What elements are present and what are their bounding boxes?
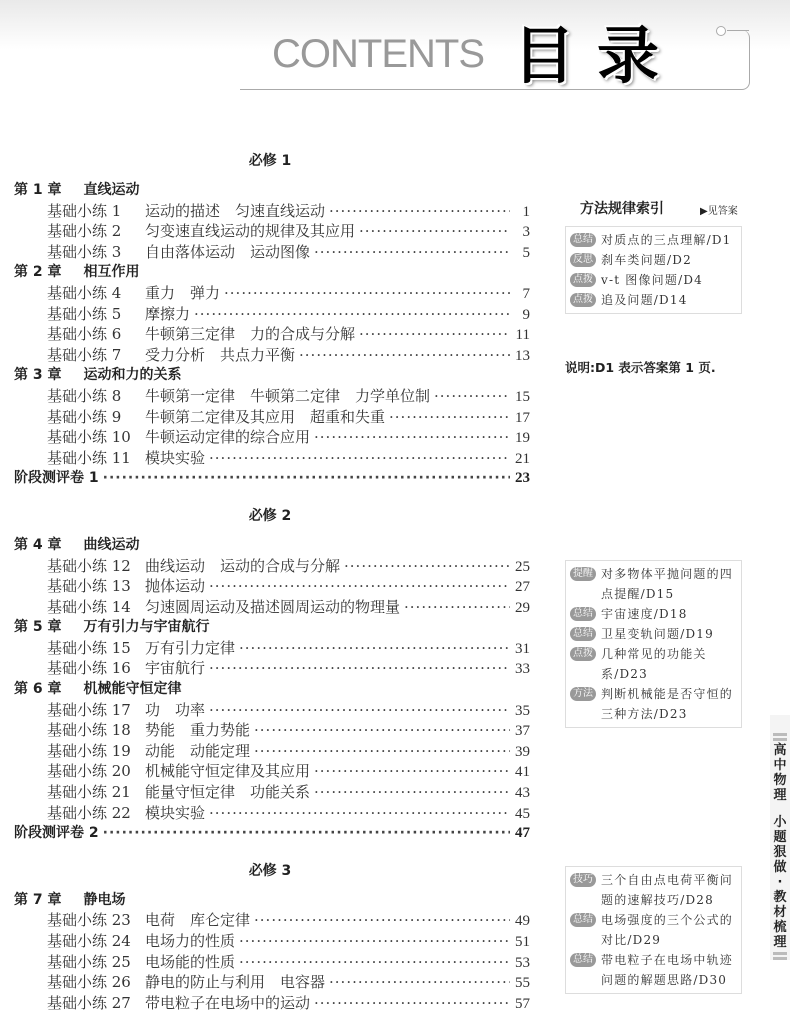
entry-page: 55 (515, 975, 530, 992)
chapter-label: 第 3 章 (14, 367, 62, 384)
decor-stripe (773, 952, 787, 955)
index-entry (570, 870, 737, 910)
chapter-heading (0, 262, 530, 283)
toc-entry[interactable] (0, 345, 530, 366)
entry-title: 运动的描述 匀速直线运动 (145, 201, 326, 220)
chapter-heading (0, 365, 530, 386)
entry-title: 电场能的性质 (145, 952, 236, 971)
entry-number: 基础小练 19 (47, 741, 131, 760)
chapter-title: 运动和力的关系 (83, 367, 182, 384)
entry-page: 15 (515, 388, 530, 405)
dot-leader (103, 823, 510, 844)
index-text: 对质点的三点理解/D1 (601, 233, 732, 247)
dot-leader (103, 468, 510, 489)
toc-entry[interactable] (0, 720, 530, 741)
toc-entry[interactable] (0, 407, 530, 428)
entry-number: 基础小练 25 (47, 952, 131, 971)
dot-leader (404, 597, 510, 618)
entry-title: 重力 弹力 (145, 283, 221, 302)
entry-page: 25 (515, 558, 530, 575)
entry-page: 49 (515, 913, 530, 930)
entry-title: 电场力的性质 (145, 932, 236, 950)
entry-title: 模块实验 (145, 448, 206, 467)
entry-page: 35 (515, 702, 530, 719)
entry-page: 33 (515, 661, 530, 678)
stage-test-entry[interactable] (0, 468, 530, 489)
index-tag: 总结 (570, 913, 596, 927)
index-entry (570, 290, 737, 310)
chapter-title: 相互作用 (83, 264, 140, 281)
dot-leader (434, 386, 510, 407)
index-entry (570, 250, 737, 270)
entry-number: 基础小练 27 (47, 993, 131, 1012)
index-tag: 反思 (570, 253, 596, 267)
entry-page: 17 (515, 409, 530, 426)
dot-leader (314, 427, 510, 448)
entry-page: 37 (515, 723, 530, 740)
side-tab-char: 高 (773, 743, 787, 758)
entry-number: 基础小练 12 (47, 556, 131, 575)
toc-entry[interactable] (0, 803, 530, 824)
entry-page: 13 (515, 347, 530, 364)
entry-number: 基础小练 16 (47, 659, 131, 678)
entry-title: 曲线运动 运动的合成与分解 (145, 556, 341, 575)
index-tag: 点拨 (570, 293, 596, 307)
entry-number: 基础小练 24 (47, 932, 131, 950)
entry-number: 基础小练 17 (47, 700, 131, 719)
chapter-heading (0, 180, 530, 201)
side-tab-char: 理 (773, 788, 787, 803)
section-gap (0, 852, 530, 860)
side-tab-char: 物 (773, 773, 787, 788)
entry-title: 动能 动能定理 (145, 741, 251, 760)
entry-title: 匀速圆周运动及描述圆周运动的物理量 (145, 597, 401, 616)
entry-title: 万有引力定律 (145, 638, 236, 657)
entry-number: 基础小练 21 (47, 783, 131, 802)
dot-leader (209, 448, 510, 469)
entry-number: 基础小练 20 (47, 762, 131, 781)
dot-leader (329, 972, 510, 993)
entry-page: 45 (515, 805, 530, 822)
index-text: 对多物体平抛问题的四点提醒/D15 (601, 567, 734, 601)
dot-leader (299, 345, 510, 366)
section-gap (0, 497, 530, 505)
entry-page: 57 (515, 995, 530, 1012)
section-title: 必修 2 (248, 507, 292, 524)
side-tab-char: 题 (773, 830, 787, 845)
entry-page: 11 (515, 327, 530, 344)
side-tab-char: 狠 (773, 845, 787, 860)
toc-entry[interactable] (0, 242, 530, 263)
title-en: CONTENTS (272, 32, 484, 76)
entry-title: 牛顿第二定律及其应用 超重和失重 (145, 407, 386, 426)
dot-leader (254, 910, 510, 931)
side-tab-char: 小 (773, 815, 787, 830)
toc-entry[interactable] (0, 597, 530, 618)
chapter-label: 第 2 章 (14, 264, 62, 281)
entry-number: 基础小练 14 (47, 597, 131, 616)
entry-number: 基础小练 22 (47, 803, 131, 822)
chapter-heading (0, 535, 530, 556)
dot-leader (314, 761, 510, 782)
table-of-contents (0, 150, 530, 1013)
entry-title: 带电粒子在电场中的运动 (145, 993, 311, 1012)
entry-page: 31 (515, 640, 530, 657)
index-note: ▶见答案 (700, 206, 738, 217)
index-entry (570, 564, 737, 604)
index-entry (570, 270, 737, 290)
side-tab-char: 理 (773, 935, 787, 950)
dot-leader (224, 283, 510, 304)
entry-page: 1 (522, 203, 530, 220)
index-text: v-t 图像问题/D4 (601, 273, 703, 287)
entry-page: 41 (515, 764, 530, 781)
index-tag: 提醒 (570, 567, 596, 581)
index-tag: 方法 (570, 687, 596, 701)
index-text: 卫星变轨问题/D19 (601, 627, 714, 641)
dot-leader (254, 741, 510, 762)
dot-leader (194, 304, 510, 325)
entry-page: 27 (515, 579, 530, 596)
decor-stripe (773, 738, 787, 741)
stage-title: 阶段测评卷 2 (14, 825, 99, 842)
index-explanation: 说明:D1 表示答案第 1 页. (565, 360, 716, 375)
section-title: 必修 3 (248, 862, 292, 879)
index-text: 三个自由点电荷平衡问题的速解技巧/D28 (601, 873, 734, 907)
side-tab-char: 中 (773, 758, 787, 773)
dot-leader (209, 803, 510, 824)
entry-title: 电荷 库仑定律 (145, 911, 251, 930)
dot-leader (359, 221, 510, 242)
stage-page: 23 (515, 470, 530, 487)
chapter-title: 曲线运动 (83, 536, 140, 553)
index-tag: 总结 (570, 627, 596, 641)
index-entry (570, 230, 737, 250)
chapter-heading (0, 890, 530, 911)
chapter-title: 直线运动 (83, 182, 140, 198)
toc-entry[interactable] (0, 658, 530, 679)
toc-entry[interactable] (0, 931, 530, 952)
toc-entry[interactable] (0, 576, 530, 597)
stage-page: 47 (515, 825, 530, 842)
index-tag: 技巧 (570, 873, 596, 887)
chapter-label: 第 1 章 (14, 182, 62, 198)
entry-number: 基础小练 5 (47, 304, 122, 323)
entry-page: 39 (515, 743, 530, 760)
index-entry (570, 624, 737, 644)
index-entry (570, 644, 737, 684)
dot-leader (209, 658, 510, 679)
toc-entry[interactable] (0, 761, 530, 782)
index-text: 判断机械能是否守恒的三种方法/D23 (601, 687, 734, 721)
toc-entry[interactable] (0, 324, 530, 345)
index-text: 追及问题/D14 (601, 293, 688, 307)
entry-page: 43 (515, 785, 530, 802)
entry-title: 模块实验 (145, 803, 206, 822)
index-text: 几种常见的功能关系/D23 (601, 647, 707, 681)
index-tag: 总结 (570, 233, 596, 247)
entry-number: 基础小练 10 (47, 428, 131, 447)
toc-entry[interactable] (0, 221, 530, 242)
entry-page: 3 (522, 224, 530, 241)
dot-leader (389, 407, 510, 428)
entry-number: 基础小练 3 (47, 242, 122, 261)
toc-entry[interactable] (0, 448, 530, 469)
toc-entry[interactable] (0, 427, 530, 448)
index-title: 方法规律索引 (580, 201, 664, 217)
chapter-title: 静电场 (83, 891, 126, 908)
entry-number: 基础小练 26 (47, 973, 131, 992)
entry-page: 29 (515, 599, 530, 616)
entry-title: 牛顿第三定律 力的合成与分解 (145, 325, 356, 344)
side-tab-char: 材 (773, 905, 787, 920)
index-text: 带电粒子在电场中轨迹问题的解题思路/D30 (601, 953, 734, 987)
toc-entry[interactable] (0, 201, 530, 222)
entry-page: 53 (515, 954, 530, 971)
entry-title: 摩擦力 (145, 304, 191, 323)
entry-title: 能量守恒定律 功能关系 (145, 783, 311, 802)
entry-title: 匀变速直线运动的规律及其应用 (145, 222, 356, 241)
entry-page: 51 (515, 934, 530, 950)
entry-title: 自由落体运动 运动图像 (145, 242, 311, 261)
entry-page: 19 (515, 430, 530, 447)
toc-entry[interactable] (0, 304, 530, 325)
chapter-heading (0, 679, 530, 700)
toc-entry[interactable] (0, 993, 530, 1014)
index-box-3 (565, 866, 742, 994)
dot-leader (239, 931, 510, 952)
entry-title: 功 功率 (145, 700, 206, 719)
entry-title: 牛顿运动定律的综合应用 (145, 428, 311, 447)
index-entry (570, 684, 737, 724)
entry-number: 基础小练 13 (47, 577, 131, 596)
chapter-label: 第 7 章 (14, 891, 62, 908)
decor-stripe (773, 957, 787, 960)
entry-title: 势能 重力势能 (145, 721, 251, 740)
index-text: 电场强度的三个公式的对比/D29 (601, 913, 734, 947)
side-tab-char: 梳 (773, 920, 787, 935)
entry-page: 21 (515, 450, 530, 467)
chapter-label: 第 5 章 (14, 619, 62, 636)
toc-entry[interactable] (0, 782, 530, 803)
entry-number: 基础小练 6 (47, 325, 122, 344)
entry-page: 9 (522, 306, 530, 323)
stage-title: 阶段测评卷 1 (14, 470, 99, 487)
entry-number: 基础小练 11 (47, 448, 131, 467)
dot-leader (254, 720, 510, 741)
dot-leader (209, 576, 510, 597)
header-decor-circle (716, 26, 726, 36)
entry-number: 基础小练 1 (47, 201, 122, 220)
dot-leader (359, 324, 510, 345)
stage-test-entry[interactable] (0, 823, 530, 844)
entry-page: 5 (522, 244, 530, 261)
dot-leader (239, 638, 510, 659)
entry-title: 牛顿第一定律 牛顿第二定律 力学单位制 (145, 386, 431, 405)
index-tag: 点拨 (570, 273, 596, 287)
toc-entry[interactable] (0, 283, 530, 304)
decor-stripe (773, 733, 787, 736)
page-header (0, 0, 790, 110)
entry-title: 受力分析 共点力平衡 (145, 345, 296, 364)
toc-entry[interactable] (0, 556, 530, 577)
entry-title: 抛体运动 (145, 577, 206, 596)
dot-leader (314, 242, 510, 263)
entry-number: 基础小练 7 (47, 345, 122, 364)
index-tag: 总结 (570, 953, 596, 967)
entry-number: 基础小练 15 (47, 638, 131, 657)
side-tab (770, 715, 790, 960)
index-text: 宇宙速度/D18 (601, 607, 688, 621)
index-entry (570, 604, 737, 624)
dot-leader (209, 700, 510, 721)
entry-page: 7 (522, 285, 530, 302)
dot-leader (329, 201, 510, 222)
entry-number: 基础小练 18 (47, 721, 131, 740)
entry-title: 机械能守恒定律及其应用 (145, 762, 311, 781)
toc-entry[interactable] (0, 910, 530, 931)
toc-entry[interactable] (0, 638, 530, 659)
chapter-label: 第 4 章 (14, 536, 62, 553)
dot-leader (344, 556, 510, 577)
chapter-title: 机械能守恒定律 (83, 681, 182, 698)
side-tab-char: 做 (773, 860, 787, 875)
index-box-2 (565, 560, 742, 728)
index-entry (570, 950, 737, 990)
chapter-heading (0, 617, 530, 638)
toc-entry[interactable] (0, 741, 530, 762)
index-box-1 (565, 226, 742, 314)
chapter-label: 第 6 章 (14, 681, 62, 698)
chapter-title: 万有引力与宇宙航行 (83, 619, 210, 636)
entry-number: 基础小练 4 (47, 283, 122, 302)
entry-number: 基础小练 9 (47, 407, 122, 426)
entry-number: 基础小练 2 (47, 222, 122, 241)
index-tag: 总结 (570, 607, 596, 621)
side-tab-char: 教 (773, 890, 787, 905)
dot-leader (239, 952, 510, 973)
index-tag: 点拨 (570, 647, 596, 661)
entry-number: 基础小练 23 (47, 911, 131, 930)
entry-title: 宇宙航行 (145, 659, 206, 678)
toc-entry[interactable] (0, 386, 530, 407)
entry-number: 基础小练 8 (47, 386, 122, 405)
side-tab-char: · (777, 875, 783, 890)
dot-leader (314, 993, 510, 1014)
index-text: 刹车类问题/D2 (601, 253, 692, 267)
toc-entry[interactable] (0, 700, 530, 721)
dot-leader (314, 782, 510, 803)
index-entry (570, 910, 737, 950)
side-tab-char (770, 803, 790, 815)
section-title: 必修 1 (248, 153, 292, 169)
toc-entry[interactable] (0, 972, 530, 993)
toc-entry[interactable] (0, 952, 530, 973)
title-cn: 目录 (513, 19, 682, 92)
entry-title: 静电的防止与利用 电容器 (145, 973, 326, 992)
